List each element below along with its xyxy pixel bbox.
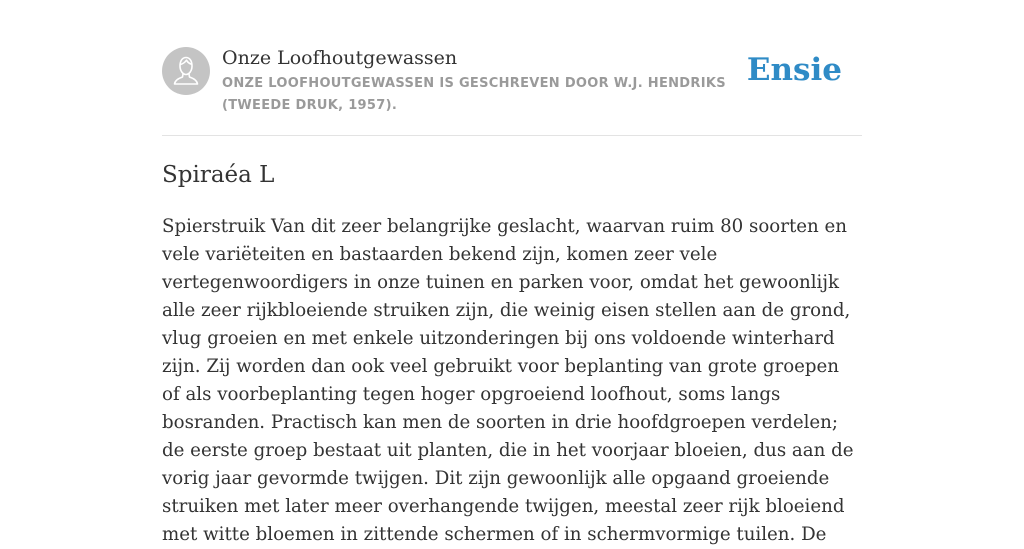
source-header <box>162 0 862 136</box>
source-title[interactable]: Onze Loofhoutgewassen <box>222 47 458 69</box>
ensie-logo-link[interactable]: Ensie <box>746 52 842 88</box>
page-container <box>162 0 862 549</box>
entry-title: Spiraéa L <box>162 162 275 188</box>
source-description: ONZE LOOFHOUTGEWASSEN IS GESCHREVEN DOOR W.J. HENDRIKS (TWEEDE DRUK, 1957). <box>222 76 726 113</box>
source-info <box>222 45 762 117</box>
source-avatar[interactable] <box>162 47 210 95</box>
entry-body: Spierstruik Van dit zeer belangrijke geslacht, waarvan ruim 80 soorten en vele variëteiten en bastaarden bekend zijn, komen zeer vele vertegenwoordigers in onze tuinen en parken voor, omdat het gewoonlijk alle zeer rijkbloeiende struiken zijn, die weinig eisen stellen aan de grond, vlug groeien en met enkele uitzonderingen bij ons voldoende winterhard zijn. Zij worden dan ook veel gebruikt voor beplanting van grote groepen of als voorbeplanting tegen hoger opgroeiend loofhout, soms langs bosranden. Practisch kan men de soorten in drie hoofdgroepen verdelen; de eerste groep bestaat uit planten, die in het voorjaar bloeien, dus aan de vorig jaar gevormde twijgen. Dit zijn gewoonlijk alle opgaand groeiende struiken met later meer overhangende twijgen, meestal zeer rijk bloeiend met witte bloemen in zittende schermen of in schermvormige tuilen. De <box>162 216 854 545</box>
user-silhouette-icon <box>162 47 210 95</box>
